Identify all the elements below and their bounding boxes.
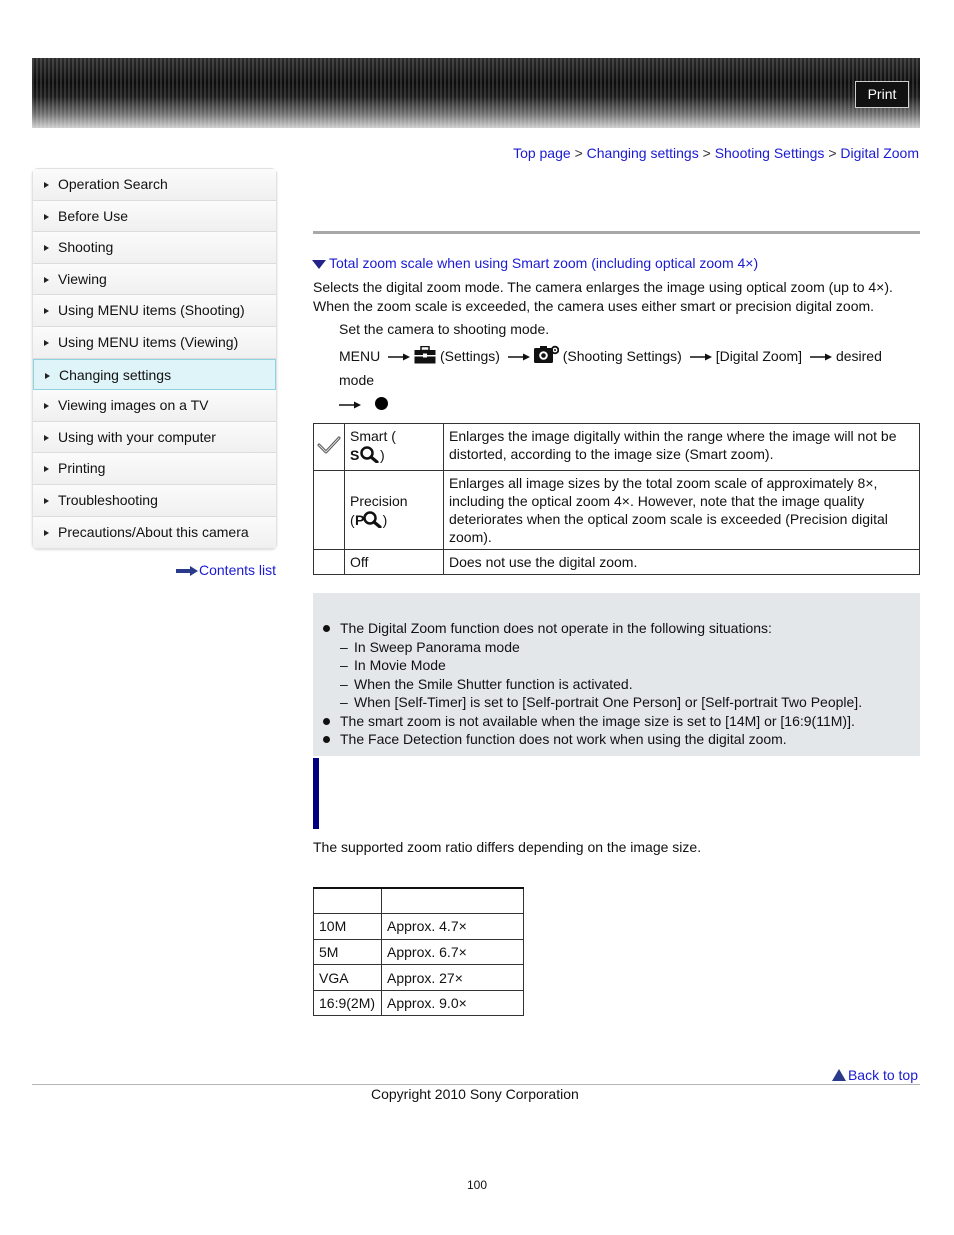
- sidebar-item-precautions[interactable]: [33, 517, 276, 549]
- sidebar-item-label: Using MENU items (Viewing): [58, 333, 239, 350]
- note-item: [313, 712, 855, 730]
- breadcrumb-top-page[interactable]: Top page: [513, 145, 571, 161]
- table-row: [314, 424, 920, 471]
- sidebar-item-printing[interactable]: [33, 453, 276, 485]
- breadcrumb-shooting-settings[interactable]: Shooting Settings: [714, 145, 825, 161]
- table-row: [314, 550, 920, 575]
- sidebar-item-label: Viewing images on a TV: [58, 397, 209, 414]
- back-to-top-link[interactable]: [832, 1067, 918, 1083]
- mode-prefix: (: [350, 511, 355, 528]
- table-row: [314, 914, 524, 940]
- menu-label: MENU: [339, 348, 381, 364]
- sidebar-item-label: Using with your computer: [58, 428, 216, 445]
- contents-list-link[interactable]: [176, 562, 276, 578]
- mode-name-cell: [345, 471, 444, 550]
- mode-name-cell: Off: [345, 550, 444, 575]
- sidebar-item-label: Using MENU items (Shooting): [58, 302, 245, 319]
- table-header-cell: [314, 888, 382, 914]
- sidebar-item-computer[interactable]: [33, 422, 276, 454]
- sidebar-item-label: Troubleshooting: [58, 491, 158, 508]
- table-row: [314, 939, 524, 965]
- note-subitem: [313, 638, 520, 656]
- sidebar-item-viewing-tv[interactable]: [33, 390, 276, 422]
- note-text: The Face Detection function does not work when using the digital zoom.: [340, 731, 787, 747]
- sidebar-nav: [32, 168, 277, 549]
- settings-label: (Settings): [440, 348, 500, 364]
- note-subitem: [313, 675, 633, 693]
- sidebar-item-label: Precautions/About this camera: [58, 523, 249, 540]
- zoom-ratio-note: The supported zoom ratio differs depending on the image size.: [313, 839, 702, 855]
- intro-text: Selects the digital zoom mode. The camera enlarges the image using optical zoom (up to 4×). When the zoom scale is exceeded, the camera uses either smart or precision digital zoom.: [313, 279, 893, 314]
- footer-divider: [32, 1084, 920, 1085]
- bullet-icon: [323, 625, 330, 632]
- triangle-right-icon: [44, 277, 49, 283]
- checkmark-icon: [317, 435, 341, 455]
- mode-description-cell: Enlarges all image sizes by the total zoom scale of approximately 8×, including the optical zoom 4×. However, note that the image quality deteriorates when the optical zoom scale is exceeded (Precision digital zoom).: [444, 471, 920, 550]
- precision-zoom-icon: [355, 510, 383, 528]
- triangle-right-icon: [44, 466, 49, 472]
- sidebar-item-viewing[interactable]: [33, 264, 276, 296]
- mode-description-cell: Enlarges the image digitally within the range where the image will not be distorted, according to the image size (Smart zoom).: [444, 424, 920, 471]
- mode-name-cell: [345, 424, 444, 471]
- sidebar-item-menu-viewing[interactable]: [33, 327, 276, 359]
- note-subitem: [313, 656, 446, 674]
- triangle-right-icon: [45, 373, 50, 379]
- triangle-right-icon: [44, 403, 49, 409]
- triangle-right-icon: [44, 245, 49, 251]
- triangle-right-icon: [44, 308, 49, 314]
- sidebar-item-changing-settings[interactable]: [33, 359, 276, 391]
- title-divider: [313, 231, 920, 234]
- contents-list-label: Contents list: [199, 562, 277, 578]
- sidebar-item-shooting[interactable]: [33, 232, 276, 264]
- breadcrumb-digital-zoom[interactable]: Digital Zoom: [840, 145, 919, 161]
- mode-name: Precision: [350, 492, 408, 509]
- triangle-right-icon: [44, 340, 49, 346]
- step-2-text: [339, 344, 919, 416]
- bullet-icon: [323, 736, 330, 743]
- note-subitem-text: When the Smile Shutter function is activated.: [354, 675, 633, 692]
- arrow-right-icon: [690, 352, 712, 362]
- sidebar-item-before-use[interactable]: [33, 201, 276, 233]
- image-size-cell: 10M: [314, 914, 382, 940]
- zoom-ratio-table: [313, 887, 524, 1016]
- header-banner: [32, 58, 920, 128]
- note-item: [313, 619, 772, 637]
- table-row: [314, 471, 920, 550]
- triangle-up-icon: [832, 1069, 846, 1081]
- digital-zoom-mode-table: [313, 423, 920, 575]
- breadcrumb-separator: >: [702, 145, 711, 161]
- breadcrumb: [513, 145, 919, 161]
- sidebar-item-label: Viewing: [58, 270, 107, 287]
- digital-zoom-label: [Digital Zoom]: [715, 348, 803, 364]
- arrow-right-icon: [339, 400, 361, 410]
- sidebar-item-troubleshooting[interactable]: [33, 485, 276, 517]
- zoom-ratio-cell: Approx. 4.7×: [382, 914, 524, 940]
- breadcrumb-separator: >: [574, 145, 583, 161]
- note-text: The smart zoom is not available when the image size is set to [14M] or [16:9(11M)].: [340, 712, 855, 729]
- dash-icon: –: [340, 675, 348, 692]
- breadcrumb-separator: >: [828, 145, 837, 161]
- triangle-right-icon: [44, 214, 49, 220]
- mode-suffix: ): [382, 511, 388, 528]
- empty-check-cell: [314, 471, 345, 550]
- breadcrumb-changing-settings[interactable]: Changing settings: [586, 145, 699, 161]
- svg-text:S: S: [350, 447, 360, 463]
- sidebar-item-label: Printing: [58, 460, 106, 477]
- image-size-cell: VGA: [314, 965, 382, 991]
- triangle-right-icon: [44, 182, 49, 188]
- sidebar-item-menu-shooting[interactable]: [33, 295, 276, 327]
- note-text: The Digital Zoom function does not operate in the following situations:: [340, 620, 772, 636]
- arrow-right-icon: [508, 352, 530, 362]
- notes-box: [313, 593, 920, 756]
- page-number: 100: [466, 1178, 488, 1192]
- table-row: [314, 965, 524, 991]
- section-subheading-link[interactable]: [312, 255, 758, 271]
- triangle-right-icon: [44, 498, 49, 504]
- dash-icon: –: [340, 694, 348, 710]
- arrow-right-icon: [176, 566, 198, 576]
- triangle-right-icon: [44, 435, 49, 441]
- note-subitem-text: In Movie Mode: [354, 657, 446, 673]
- subheading-text: Total zoom scale when using Smart zoom (including optical zoom 4×): [329, 255, 759, 271]
- desired-mode-label: desired mode: [339, 348, 882, 388]
- default-check-cell: [314, 424, 345, 471]
- triangle-right-icon: [44, 530, 49, 536]
- dash-icon: –: [340, 638, 348, 655]
- zoom-ratio-cell: Approx. 27×: [382, 965, 524, 991]
- print-button[interactable]: Print: [855, 81, 909, 108]
- sidebar-item-operation-search[interactable]: [33, 169, 276, 201]
- step-1-text: Set the camera to shooting mode.: [339, 321, 550, 337]
- sidebar-item-label: Operation Search: [58, 176, 168, 192]
- dash-icon: –: [340, 657, 348, 673]
- table-header-cell: [382, 888, 524, 914]
- empty-check-cell: [314, 550, 345, 575]
- table-header-row: [314, 888, 524, 914]
- smart-zoom-icon: [350, 445, 380, 463]
- sidebar-item-label: Changing settings: [59, 366, 172, 383]
- center-button-icon: [375, 397, 388, 410]
- table-row: [314, 990, 524, 1016]
- mode-description-cell: Does not use the digital zoom.: [444, 550, 920, 575]
- note-item: [313, 730, 787, 748]
- back-to-top-label: Back to top: [847, 1067, 918, 1083]
- svg-text:P: P: [354, 511, 365, 528]
- camera-settings-icon: [534, 345, 559, 364]
- note-subitem-text: When [Self-Timer] is set to [Self-portrait One Person] or [Self-portrait Two People].: [354, 694, 863, 710]
- image-size-cell: 5M: [314, 939, 382, 965]
- sidebar-item-label: Before Use: [58, 207, 129, 224]
- zoom-ratio-cell: Approx. 9.0×: [382, 990, 524, 1016]
- copyright-text: Copyright 2010 Sony Corporation: [371, 1086, 579, 1102]
- section-heading-bar: [313, 758, 319, 829]
- mode-suffix: ): [380, 447, 385, 463]
- mode-name: Smart (: [350, 428, 396, 444]
- bullet-icon: [323, 718, 330, 725]
- zoom-ratio-cell: Approx. 6.7×: [382, 939, 524, 965]
- arrow-right-icon: [810, 352, 832, 362]
- sidebar-item-label: Shooting: [58, 239, 114, 256]
- image-size-cell: 16:9(2M): [314, 990, 382, 1016]
- note-subitem-text: In Sweep Panorama mode: [354, 638, 520, 655]
- note-subitem: [313, 693, 862, 711]
- triangle-down-icon: [312, 260, 326, 269]
- toolbox-settings-icon: [414, 346, 436, 364]
- arrow-right-icon: [388, 352, 410, 362]
- shooting-settings-label: (Shooting Settings): [562, 348, 682, 364]
